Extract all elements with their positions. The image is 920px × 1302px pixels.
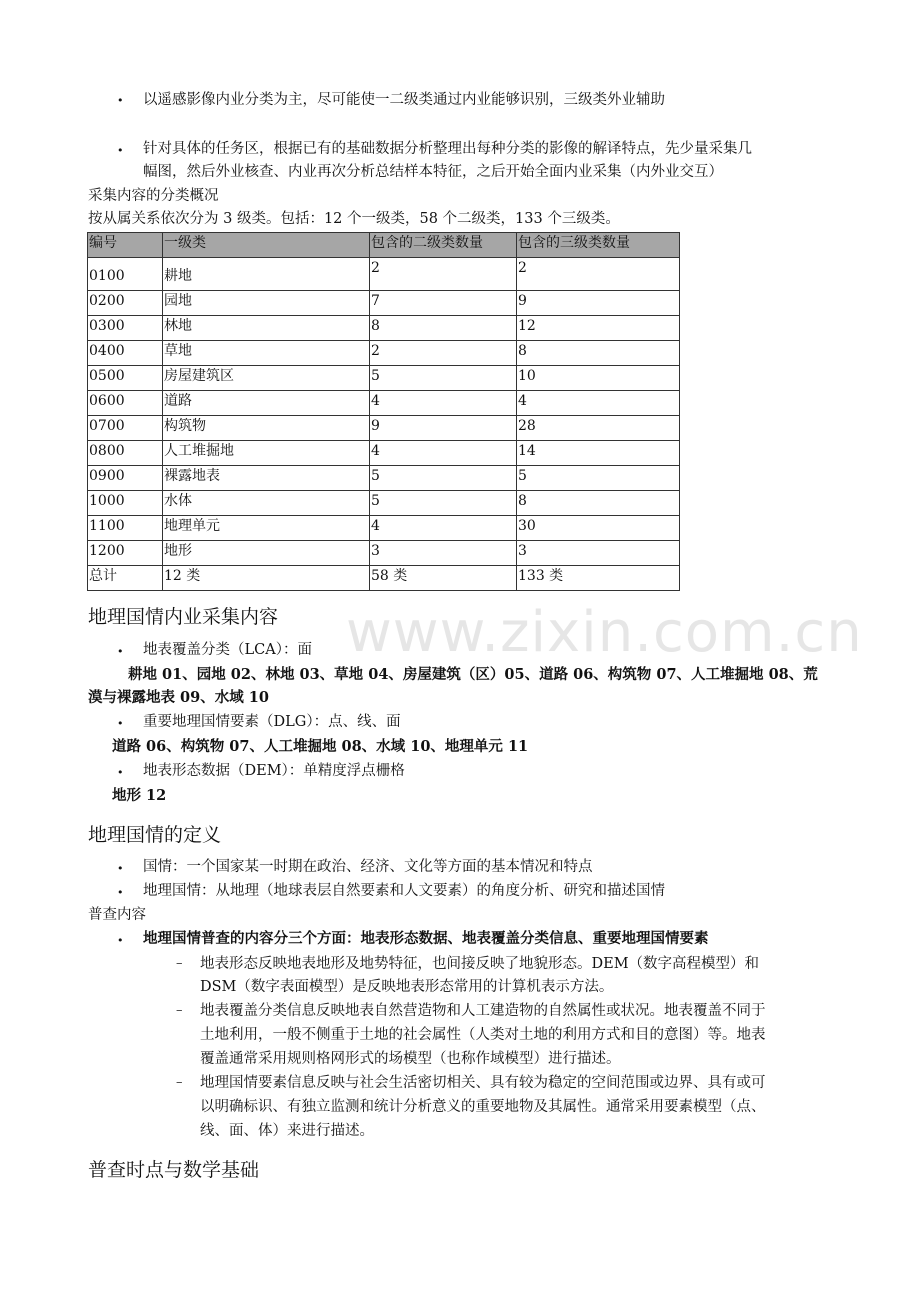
bullet-icon: • <box>117 886 124 899</box>
survey-sub-3-cont: 以明确标识、有独立监测和统计分析意义的重要地物及其属性。通常采用要素模型（点、 <box>200 1099 766 1115</box>
table-cell: 2 <box>517 258 680 291</box>
table-header-cell: 一级类 <box>163 233 370 258</box>
survey-sub-3: 地理国情要素信息反映与社会生活密切相关、具有较为稳定的空间范围或边界、具有或可 <box>200 1075 766 1091</box>
classification-table <box>87 232 680 591</box>
lca-items: 耕地 01、园地 02、林地 03、草地 04、房屋建筑（区）05、道路 06、构筑物 07、人工堆掘地 08、荒 <box>128 666 818 683</box>
dem-items: 地形 12 <box>112 787 167 804</box>
bullet-icon: • <box>117 862 124 875</box>
intro-bullet-2-cont: 幅图，然后外业核查、内业再次分析总结样本特征，之后开始全面内业采集（内外业交互） <box>143 164 723 180</box>
table-cell: 5 <box>517 466 680 491</box>
dash-icon: – <box>176 1075 183 1090</box>
table-cell: 裸露地表 <box>163 466 370 491</box>
survey-label: 普查内容 <box>88 907 146 923</box>
table-cell: 地理单元 <box>163 516 370 541</box>
table-cell: 28 <box>517 416 680 441</box>
table-cell: 2 <box>370 341 517 366</box>
table-cell: 9 <box>517 291 680 316</box>
lca-line: 地表覆盖分类（LCA）：面 <box>143 642 312 658</box>
table-cell: 5 <box>370 466 517 491</box>
table-cell: 草地 <box>163 341 370 366</box>
section-heading-survey-time: 普查时点与数学基础 <box>88 1159 260 1181</box>
table-row <box>88 391 680 416</box>
table-row <box>88 366 680 391</box>
table-row <box>88 441 680 466</box>
survey-sub-2-cont: 覆盖通常采用规则格网形式的场模型（也称作域模型）进行描述。 <box>200 1051 621 1067</box>
table-row <box>88 541 680 566</box>
table-cell: 0900 <box>88 466 163 491</box>
survey-sub-2-cont: 土地利用，一般不侧重于土地的社会属性（人类对土地的利用方式和目的意图）等。地表 <box>200 1027 766 1043</box>
table-cell: 1200 <box>88 541 163 566</box>
bullet-icon: • <box>117 144 124 157</box>
table-cell: 4 <box>370 441 517 466</box>
table-row <box>88 316 680 341</box>
table-cell: 耕地 <box>163 258 370 291</box>
dash-icon: – <box>176 1003 183 1018</box>
table-cell: 构筑物 <box>163 416 370 441</box>
table-cell: 0800 <box>88 441 163 466</box>
table-cell: 14 <box>517 441 680 466</box>
lca-items-cont: 漠与裸露地表 09、水域 10 <box>88 689 269 706</box>
table-cell: 0500 <box>88 366 163 391</box>
table-cell: 3 <box>370 541 517 566</box>
table-header-cell: 编号 <box>88 233 163 258</box>
dlg-line: 重要地理国情要素（DLG）：点、线、面 <box>143 714 401 730</box>
bullet-icon: • <box>117 934 124 947</box>
table-cell: 总计 <box>88 566 163 591</box>
table-cell: 林地 <box>163 316 370 341</box>
table-cell: 0600 <box>88 391 163 416</box>
definition-2: 地理国情：从地理（地球表层自然要素和人文要素）的角度分析、研究和描述国情 <box>143 883 665 899</box>
table-row <box>88 341 680 366</box>
table-cell: 园地 <box>163 291 370 316</box>
table-cell: 8 <box>370 316 517 341</box>
table-cell: 4 <box>370 516 517 541</box>
table-cell: 人工堆掘地 <box>163 441 370 466</box>
table-row <box>88 258 680 291</box>
survey-sub-1-cont: DSM（数字表面模型）是反映地表形态常用的计算机表示方法。 <box>200 979 614 995</box>
table-cell: 30 <box>517 516 680 541</box>
section-heading-collection: 地理国情内业采集内容 <box>88 606 279 628</box>
table-cell: 8 <box>517 491 680 516</box>
bullet-icon: • <box>117 717 124 730</box>
table-cell: 1000 <box>88 491 163 516</box>
table-cell: 0400 <box>88 341 163 366</box>
table-cell: 地形 <box>163 541 370 566</box>
table-row <box>88 291 680 316</box>
definition-1: 国情：一个国家某一时期在政治、经济、文化等方面的基本情况和特点 <box>143 859 593 875</box>
table-cell: 9 <box>370 416 517 441</box>
survey-main: 地理国情普查的内容分三个方面：地表形态数据、地表覆盖分类信息、重要地理国情要素 <box>143 930 709 947</box>
table-cell: 8 <box>517 341 680 366</box>
table-cell: 133 类 <box>517 566 680 591</box>
overview-title: 采集内容的分类概况 <box>88 188 219 204</box>
table-total-row <box>88 566 680 591</box>
table-cell: 5 <box>370 366 517 391</box>
intro-bullet-2: 针对具体的任务区，根据已有的基础数据分析整理出每种分类的影像的解译特点，先少量采集几 <box>143 141 752 157</box>
table-cell: 0300 <box>88 316 163 341</box>
table-cell: 12 类 <box>163 566 370 591</box>
dash-icon: – <box>176 956 183 971</box>
watermark: www.zixin.com.cn <box>346 600 863 665</box>
table-cell: 3 <box>517 541 680 566</box>
table-cell: 水体 <box>163 491 370 516</box>
table-row <box>88 516 680 541</box>
table-cell: 12 <box>517 316 680 341</box>
table-cell: 7 <box>370 291 517 316</box>
intro-bullet-1: 以遥感影像内业分类为主，尽可能使一二级类通过内业能够识别，三级类外业辅助 <box>143 92 665 108</box>
survey-sub-2: 地表覆盖分类信息反映地表自然营造物和人工建造物的自然属性或状况。地表覆盖不同于 <box>200 1003 766 1019</box>
table-cell: 0200 <box>88 291 163 316</box>
table-row <box>88 466 680 491</box>
bullet-icon: • <box>117 94 124 107</box>
table-row <box>88 491 680 516</box>
table-cell: 58 类 <box>370 566 517 591</box>
table-header-row <box>88 233 680 258</box>
table-cell: 房屋建筑区 <box>163 366 370 391</box>
table-header-cell: 包含的二级类数量 <box>370 233 517 258</box>
table-cell: 4 <box>370 391 517 416</box>
overview-description: 按从属关系依次分为 3 级类。包括：12 个一级类，58 个二级类，133 个三级类。 <box>88 211 620 227</box>
section-heading-definition: 地理国情的定义 <box>88 824 222 846</box>
dem-line: 地表形态数据（DEM）：单精度浮点栅格 <box>143 763 405 779</box>
table-header-cell: 包含的三级类数量 <box>517 233 680 258</box>
survey-sub-3-cont: 线、面、体）来进行描述。 <box>200 1123 374 1139</box>
table-cell: 5 <box>370 491 517 516</box>
table-cell: 1100 <box>88 516 163 541</box>
bullet-icon: • <box>117 766 124 779</box>
table-row <box>88 416 680 441</box>
table-cell: 道路 <box>163 391 370 416</box>
table-cell: 4 <box>517 391 680 416</box>
survey-sub-1: 地表形态反映地表地形及地势特征，也间接反映了地貌形态。DEM（数字高程模型）和 <box>200 956 760 972</box>
bullet-icon: • <box>117 645 124 658</box>
table-cell: 10 <box>517 366 680 391</box>
table-cell: 0100 <box>88 258 163 291</box>
table-cell: 2 <box>370 258 517 291</box>
table-cell: 0700 <box>88 416 163 441</box>
dlg-items: 道路 06、构筑物 07、人工堆掘地 08、水域 10、地理单元 11 <box>112 738 529 755</box>
